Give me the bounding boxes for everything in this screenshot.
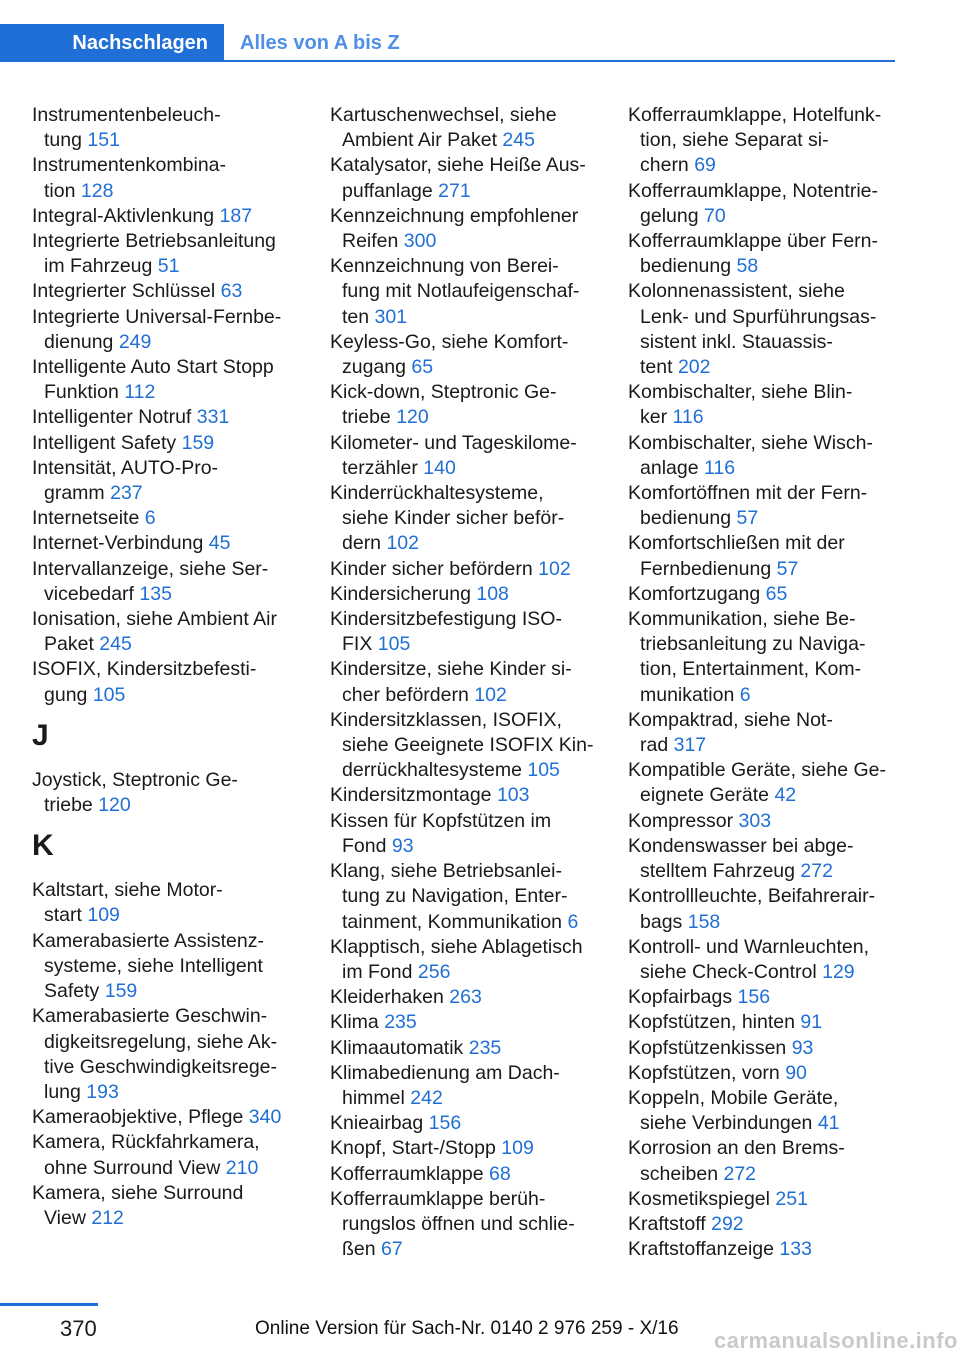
- page-link[interactable]: 67: [381, 1238, 403, 1261]
- index-term: Kleiderhaken: [330, 986, 444, 1009]
- page-link[interactable]: 300: [403, 230, 437, 253]
- page-link[interactable]: 57: [776, 557, 799, 580]
- page-link[interactable]: 242: [410, 1086, 443, 1109]
- index-term: Kamerabasierte Assistenz- systeme, siehe Intelligent Safety: [32, 929, 264, 1003]
- index-entry: [628, 708, 894, 758]
- index-term: Integrierte Universal-Fernbe- dienung: [32, 305, 282, 353]
- page-link[interactable]: 156: [428, 1112, 462, 1135]
- index-entry: [330, 859, 628, 935]
- index-entry: [32, 456, 330, 506]
- page-link[interactable]: 93: [791, 1036, 814, 1059]
- index-term: Kraftstoff: [628, 1212, 706, 1235]
- index-term: Keyless-Go, siehe Komfort- zugang: [330, 330, 569, 379]
- index-entry: [330, 935, 628, 985]
- header-bar: [0, 0, 895, 62]
- index-entry: [628, 607, 894, 708]
- index-term: Kompaktrad, siehe Not- rad: [628, 708, 833, 757]
- index-entry: [628, 481, 894, 531]
- index-entry: [628, 431, 894, 481]
- index-entry: [32, 103, 330, 153]
- index-term: Instrumentenbeleuch- tung: [32, 104, 221, 152]
- tab-nachschlagen[interactable]: Nachschlagen: [0, 24, 224, 62]
- index-term: Kofferraumklappe: [330, 1162, 484, 1185]
- index-term: Integrierter Schlüssel: [32, 280, 216, 303]
- index-entry: [628, 1036, 894, 1061]
- index-entry: [32, 1130, 330, 1180]
- index-term: Kindersicherung: [330, 582, 471, 605]
- index-entry: [330, 783, 628, 808]
- page-link[interactable]: 65: [411, 356, 434, 379]
- page-link[interactable]: 151: [87, 129, 120, 152]
- index-term: Komfortzugang: [628, 582, 761, 605]
- index-term: Kaltstart, siehe Motor- start: [32, 879, 223, 927]
- index-entry: [330, 708, 628, 784]
- index-entry: [628, 1086, 894, 1136]
- index-term: Kopfairbags: [628, 986, 733, 1009]
- index-entry: [330, 481, 628, 557]
- page-link[interactable]: 109: [501, 1137, 534, 1160]
- index-term: Kraftstoffanzeige: [628, 1238, 774, 1261]
- page-link[interactable]: 116: [672, 406, 704, 429]
- page-link[interactable]: 340: [248, 1106, 282, 1129]
- page-link[interactable]: 69: [694, 154, 716, 177]
- index-term: Kamerabasierte Geschwin- digkeitsregelung, siehe Ak- tive Geschwindigkeitsrege- lung: [32, 1005, 278, 1103]
- index-term: Korrosion an den Brems- scheiben: [628, 1137, 845, 1185]
- index-entry: [330, 1036, 628, 1061]
- page-link[interactable]: 187: [219, 204, 253, 227]
- index-term: Kennzeichnung von Berei- fung mit Notlaufeigenschaf- ten: [330, 255, 580, 328]
- index-entry: [628, 1187, 894, 1212]
- page-link[interactable]: 105: [92, 683, 126, 706]
- index-columns: [32, 103, 894, 1263]
- index-term: Kameraobjektive, Pflege: [32, 1106, 244, 1129]
- index-term: Internetseite: [32, 507, 140, 530]
- page-link[interactable]: 202: [677, 356, 711, 379]
- page-link[interactable]: 135: [139, 582, 172, 605]
- page-link[interactable]: 65: [765, 582, 788, 605]
- index-entry: [330, 330, 628, 380]
- index-entry: [628, 1237, 894, 1262]
- index-term: Intensität, AUTO-Pro- gramm: [32, 456, 219, 505]
- page-link[interactable]: 70: [703, 204, 726, 227]
- index-entry: [32, 204, 330, 229]
- page-link[interactable]: 51: [157, 255, 180, 278]
- index-column-2: [330, 103, 628, 1263]
- index-entry: [628, 229, 894, 279]
- page-link[interactable]: 256: [417, 960, 451, 983]
- index-term: Klimaautomatik: [330, 1036, 464, 1059]
- page-link[interactable]: 140: [423, 456, 456, 479]
- page-link[interactable]: 301: [374, 305, 408, 328]
- page-link[interactable]: 102: [538, 557, 571, 580]
- page-link[interactable]: 63: [220, 280, 243, 303]
- index-entry: [628, 1136, 894, 1186]
- index-entry: [628, 380, 894, 430]
- index-term: Instrumentenkombina- tion: [32, 154, 227, 202]
- index-term: Intelligent Safety: [32, 431, 177, 454]
- index-entry: [330, 1010, 628, 1035]
- footer-divider: [0, 1303, 98, 1306]
- index-entry: [32, 305, 330, 355]
- index-entry: [628, 531, 894, 581]
- page-link[interactable]: 156: [737, 986, 771, 1009]
- page-link[interactable]: 263: [449, 986, 482, 1009]
- index-entry: [32, 531, 330, 556]
- index-term: Klimabedienung am Dach- himmel: [330, 1061, 560, 1109]
- index-term: Kindersitzbefestigung ISO- FIX: [330, 608, 562, 656]
- index-entry: [330, 1162, 628, 1187]
- section-letter: K: [32, 829, 54, 863]
- index-entry: [330, 1061, 628, 1111]
- index-term: Kontroll- und Warnleuchten, siehe Check-Control: [628, 935, 869, 983]
- index-entry: [628, 758, 894, 808]
- page-link[interactable]: 108: [476, 582, 509, 605]
- index-entry: [32, 557, 330, 607]
- index-entry: [32, 153, 330, 203]
- page-number: 370: [60, 1316, 97, 1341]
- index-entry: [628, 985, 894, 1010]
- index-term: Kofferraumklappe, Hotelfunk- tion, siehe Separat si- chern: [628, 104, 882, 177]
- index-entry: [628, 1212, 894, 1237]
- index-term: Kombischalter, siehe Wisch- anlage: [628, 431, 873, 479]
- page-link[interactable]: 212: [91, 1206, 124, 1229]
- page-link[interactable]: 245: [502, 129, 535, 152]
- index-term: Kinderrückhaltesysteme, siehe Kinder sicher beför- dern: [330, 482, 565, 555]
- page-link[interactable]: 112: [124, 381, 156, 404]
- page-link[interactable]: 120: [396, 406, 429, 429]
- index-entry: [32, 506, 330, 531]
- index-term: Kommunikation, siehe Be- triebsanleitung zu Naviga- tion, Entertainment, Kom- munikation: [628, 608, 866, 706]
- index-entry: [628, 1010, 894, 1035]
- index-term: Komfortöffnen mit der Fern- bedienung: [628, 482, 868, 530]
- index-entry: [32, 355, 330, 405]
- index-term: Kofferraumklappe über Fern- bedienung: [628, 230, 879, 278]
- index-entry: [32, 929, 330, 1005]
- index-entry: [628, 179, 894, 229]
- index-entry: [628, 935, 894, 985]
- index-term: Koppeln, Mobile Geräte, siehe Verbindungen: [628, 1086, 839, 1135]
- index-entry: [330, 582, 628, 607]
- index-entry: [32, 657, 330, 707]
- page-link[interactable]: 159: [104, 980, 138, 1003]
- index-term: Integrierte Betriebsanleitung im Fahrzeug: [32, 230, 276, 278]
- index-entry: [32, 431, 330, 456]
- index-term: Kissen für Kopfstützen im Fond: [330, 809, 552, 857]
- index-entry: [330, 985, 628, 1010]
- page-link[interactable]: 272: [800, 860, 833, 883]
- index-entry: [330, 153, 628, 203]
- index-entry: [628, 279, 894, 380]
- index-term: Kindersitze, siehe Kinder si- cher befördern: [330, 658, 572, 706]
- index-entry: [330, 607, 628, 657]
- index-entry: [330, 254, 628, 330]
- index-term: Kamera, siehe Surround View: [32, 1181, 244, 1229]
- page-link[interactable]: 237: [110, 482, 143, 505]
- page-link[interactable]: 105: [527, 759, 560, 782]
- index-entry: [32, 279, 330, 304]
- index-term: Klapptisch, siehe Ablagetisch im Fond: [330, 935, 583, 983]
- page-link[interactable]: 193: [86, 1080, 119, 1103]
- page-link[interactable]: 42: [774, 784, 797, 807]
- page-link[interactable]: 133: [779, 1238, 812, 1261]
- index-entry: [32, 878, 330, 928]
- index-term: Kolonnenassistent, siehe Lenk- und Spurführungsas- sistent inkl. Stauassis- tent: [628, 280, 877, 379]
- index-entry: [628, 1061, 894, 1086]
- index-term: Kopfstützen, vorn: [628, 1061, 780, 1084]
- index-entry: [330, 557, 628, 582]
- page-link[interactable]: 245: [99, 633, 132, 656]
- page-link[interactable]: 103: [496, 784, 530, 807]
- index-term: Ionisation, siehe Ambient Air Paket: [32, 608, 277, 656]
- page-link[interactable]: 116: [703, 456, 736, 479]
- index-column-1: [32, 103, 330, 1263]
- page-link[interactable]: 41: [817, 1112, 840, 1135]
- page-link[interactable]: 210: [225, 1156, 259, 1179]
- index-entry: [628, 809, 894, 834]
- index-term: Kick-down, Steptronic Ge- triebe: [330, 381, 557, 429]
- page-link[interactable]: 109: [87, 904, 120, 927]
- index-entry: [330, 204, 628, 254]
- page-link[interactable]: 45: [208, 532, 231, 555]
- page-link[interactable]: 251: [775, 1187, 808, 1210]
- page-link[interactable]: 68: [488, 1162, 511, 1185]
- page-link[interactable]: 303: [738, 809, 772, 832]
- index-term: Intelligenter Notruf: [32, 406, 192, 429]
- index-entry: [32, 405, 330, 430]
- index-entry: [32, 229, 330, 279]
- index-entry: [628, 834, 894, 884]
- index-entry: [330, 103, 628, 153]
- index-term: Joystick, Steptronic Ge- triebe: [32, 768, 238, 817]
- index-entry: [32, 1181, 330, 1231]
- index-term: Klima: [330, 1011, 379, 1034]
- index-entry: [330, 1111, 628, 1136]
- tab-alles-von-a-bis-z[interactable]: Alles von A bis Z: [240, 31, 400, 54]
- section-letter: J: [32, 718, 49, 752]
- index-entry: [32, 1105, 330, 1130]
- index-term: Kofferraumklappe berüh- rungslos öffnen und schlie- ßen: [330, 1187, 575, 1261]
- index-term: Klang, siehe Betriebsanlei- tung zu Navigation, Enter- tainment, Kommunikation: [330, 860, 568, 933]
- page-link[interactable]: 235: [384, 1011, 417, 1034]
- index-entry: [32, 1004, 330, 1105]
- page-link[interactable]: 105: [377, 633, 411, 656]
- index-term: Kombischalter, siehe Blin- ker: [628, 381, 853, 429]
- index-term: Kartuschenwechsel, siehe Ambient Air Paket: [330, 104, 557, 152]
- index-term: Knieairbag: [330, 1112, 424, 1135]
- index-term: Kontrollleuchte, Beifahrerair- bags: [628, 885, 876, 933]
- index-term: ISOFIX, Kindersitzbefesti- gung: [32, 658, 257, 706]
- index-entry: [330, 1187, 628, 1263]
- index-entry: [628, 884, 894, 934]
- page-link[interactable]: 6: [567, 910, 579, 933]
- index-term: Kamera, Rückfahrkamera, ohne Surround View: [32, 1131, 260, 1179]
- index-term: Kinder sicher befördern: [330, 557, 533, 580]
- index-term: Kopfstützen, hinten: [628, 1011, 795, 1034]
- page-link[interactable]: 317: [673, 734, 707, 757]
- index-term: Kindersitzmontage: [330, 784, 492, 807]
- index-entry: [330, 380, 628, 430]
- index-entry: [330, 431, 628, 481]
- index-entry: [330, 657, 628, 707]
- index-term: Komfortschließen mit der Fernbedienung: [628, 532, 845, 580]
- page-link[interactable]: 272: [723, 1162, 757, 1185]
- index-term: Katalysator, siehe Heiße Aus- puffanlage: [330, 154, 586, 202]
- page-link[interactable]: 129: [822, 960, 855, 983]
- index-term: Integral-Aktivlenkung: [32, 204, 215, 227]
- index-entry: [32, 607, 330, 657]
- page-link[interactable]: 102: [474, 683, 507, 706]
- index-term: Intelligente Auto Start Stopp Funktion: [32, 356, 274, 404]
- index-term: Kosmetikspiegel: [628, 1187, 770, 1210]
- index-entry: [628, 582, 894, 607]
- page-link[interactable]: 91: [800, 1011, 823, 1034]
- index-term: Kilometer- und Tageskilome- terzähler: [330, 431, 577, 479]
- page-link[interactable]: 249: [118, 330, 152, 353]
- index-term: Kondenswasser bei abge- stelltem Fahrzeug: [628, 834, 854, 883]
- index-term: Kennzeichnung empfohlener Reifen: [330, 204, 579, 253]
- index-term: Kompressor: [628, 809, 734, 832]
- page-link[interactable]: 6: [144, 507, 156, 530]
- index-term: Internet-Verbindung: [32, 532, 204, 555]
- index-entry: [330, 809, 628, 859]
- page-link[interactable]: 6: [739, 683, 751, 706]
- page-link[interactable]: 159: [181, 431, 215, 454]
- page-link[interactable]: 120: [98, 794, 131, 817]
- page-link[interactable]: 292: [711, 1212, 744, 1235]
- page-link[interactable]: 93: [391, 834, 414, 857]
- page-link[interactable]: 271: [438, 179, 471, 202]
- page-link[interactable]: 235: [468, 1036, 502, 1059]
- index-term: Kompatible Geräte, siehe Ge- eignete Geräte: [628, 759, 886, 807]
- footer-version-text: Online Version für Sach-Nr. 0140 2 976 259 - X/16: [255, 1318, 679, 1339]
- page-link[interactable]: 57: [736, 507, 759, 530]
- index-entry: [330, 1136, 628, 1161]
- index-term: Kindersitzklassen, ISOFIX, siehe Geeignete ISOFIX Kin- derrückhaltesysteme: [330, 708, 594, 782]
- page-link[interactable]: 58: [736, 255, 759, 278]
- index-entry: [32, 768, 330, 818]
- index-entry: [628, 103, 894, 179]
- page-link[interactable]: 90: [785, 1061, 807, 1084]
- index-term: Knopf, Start-/Stopp: [330, 1137, 496, 1160]
- index-term: Kofferraumklappe, Notentrie- gelung: [628, 179, 879, 227]
- index-column-3: [628, 103, 894, 1263]
- watermark-logo: carmanualsonline.info: [714, 1328, 958, 1353]
- page-link[interactable]: 158: [687, 910, 721, 933]
- page-link[interactable]: 102: [386, 532, 419, 555]
- page-link[interactable]: 128: [80, 179, 114, 202]
- page-link[interactable]: 331: [196, 406, 230, 429]
- index-term: Kopfstützenkissen: [628, 1036, 787, 1059]
- index-term: Intervallanzeige, siehe Ser- vicebedarf: [32, 557, 269, 605]
